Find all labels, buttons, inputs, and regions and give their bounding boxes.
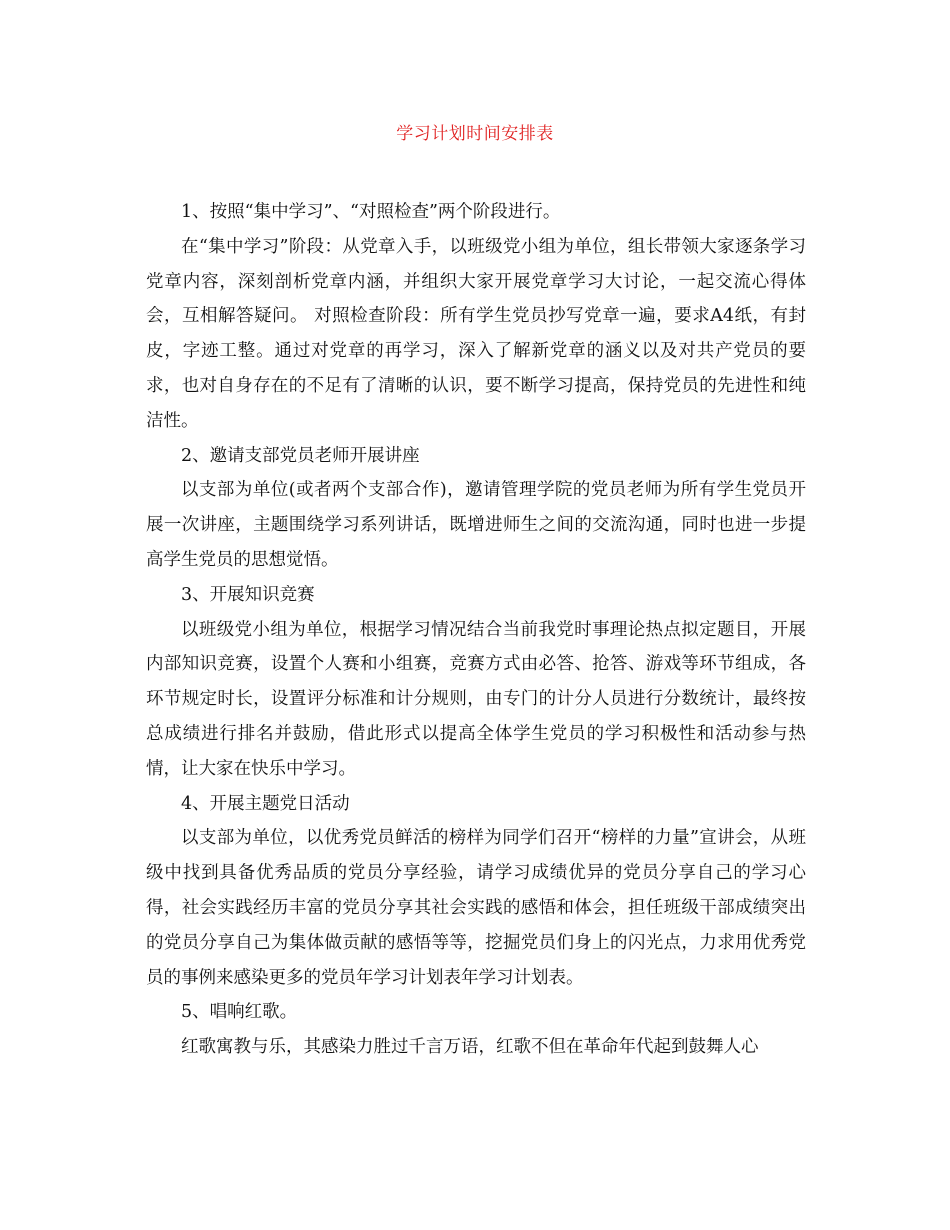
paragraph-section-2-heading: 2、邀请支部党员老师开展讲座 xyxy=(181,445,420,466)
paragraph-section-3-heading: 3、开展知识竞赛 xyxy=(181,584,315,605)
paragraph-section-2-body: 以支部为单位(或者两个支部合作)，邀请管理学院的党员老师为所有学生党员开展一次讲座，主题围绕学习系列讲话，既增进师生之间的交流沟通，同时也进一步提高学生党员的思想觉悟。 xyxy=(146,480,806,570)
paragraph-section-1-body: 在“集中学习”阶段：从党章入手，以班级党小组为单位，组长带领大家逐条学习党章内容，深刻剖析党章内涵，并组织大家开展党章学习大讨论，一起交流心得体会，互相解答疑问。 对照检查阶段：所有学生党员抄写党章一遍，要求A4纸，有封皮，字迹工整。通过对党章的再学习，深入了解新党章的涵义以及对共产党员的要求，也对自身存在的不足有了清晰的认识，要不断学习提高，保持党员的先进性和纯洁性。 xyxy=(146,236,806,431)
paragraph-section-4-heading: 4、开展主题党日活动 xyxy=(181,793,350,814)
paragraph-section-4-body: 以支部为单位，以优秀党员鲜活的榜样为同学们召开“榜样的力量”宣讲会，从班级中找到具备优秀品质的党员分享经验，请学习成绩优异的党员分享自己的学习心得，社会实践经历丰富的党员分享其社会实践的感悟和体会，担任班级干部成绩突出的党员分享自己为集体做贡献的感悟等等，挖掘党员们身上的闪光点，力求用优秀党员的事例来感染更多的党员年学习计划表年学习计划表。 xyxy=(146,828,806,988)
page-title: 学习计划时间安排表 xyxy=(396,124,554,144)
paragraph-section-5-heading: 5、唱响红歌。 xyxy=(181,1002,298,1023)
paragraph-section-3-body: 以班级党小组为单位，根据学习情况结合当前我党时事理论热点拟定题目，开展内部知识竞赛，设置个人赛和小组赛，竞赛方式由必答、抢答、游戏等环节组成，各环节规定时长，设置评分标准和计分规则，由专门的计分人员进行分数统计，最终按总成绩进行排名并鼓励，借此形式以提高全体学生党员的学习积极性和活动参与热情，让大家在快乐中学习。 xyxy=(146,619,806,779)
document-body xyxy=(146,195,806,1065)
paragraph-section-5-body: 红歌寓教与乐，其感染力胜过千言万语，红歌不但在革命年代起到鼓舞人心 xyxy=(181,1037,759,1058)
paragraph-section-1-heading: 1、按照“集中学习”、“对照检查”两个阶段进行。 xyxy=(181,202,561,222)
